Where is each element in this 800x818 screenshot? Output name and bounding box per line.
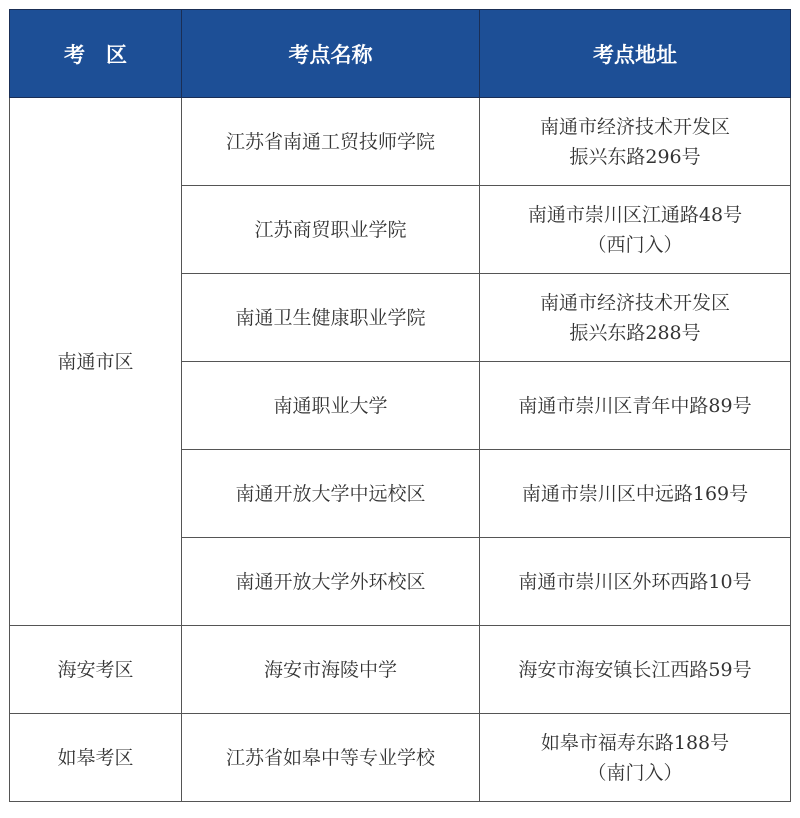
header-district: 考 区	[10, 10, 182, 98]
address-line: （西门入）	[587, 233, 683, 256]
address-line: 南通市经济技术开发区	[539, 115, 730, 138]
header-site-address: 考点地址	[480, 10, 791, 98]
site-name: 江苏省如皋中等专业学校	[182, 714, 480, 802]
site-name: 海安市海陵中学	[182, 626, 480, 714]
district-cell: 如皋考区	[10, 714, 182, 802]
table-row	[10, 626, 791, 714]
site-name: 南通职业大学	[182, 362, 480, 450]
exam-sites-table	[9, 9, 791, 802]
site-address: 南通市崇川区青年中路89号	[480, 362, 791, 450]
site-address	[480, 274, 791, 362]
address-line: 如皋市福寿东路188号	[540, 731, 730, 754]
address-line: 南通市崇川区江通路48号	[527, 203, 743, 226]
site-address	[480, 186, 791, 274]
site-address	[480, 98, 791, 186]
header-row	[10, 10, 791, 98]
site-name: 南通开放大学中远校区	[182, 450, 480, 538]
site-address	[480, 714, 791, 802]
header-site-name: 考点名称	[182, 10, 480, 98]
site-name: 江苏商贸职业学院	[182, 186, 480, 274]
address-line: 南通市经济技术开发区	[539, 291, 730, 314]
address-line: 振兴东路296号	[569, 145, 701, 168]
site-address: 海安市海安镇长江西路59号	[480, 626, 791, 714]
district-cell: 海安考区	[10, 626, 182, 714]
site-name: 江苏省南通工贸技师学院	[182, 98, 480, 186]
site-name: 南通卫生健康职业学院	[182, 274, 480, 362]
table-row	[10, 714, 791, 802]
table-row	[10, 98, 791, 186]
site-name: 南通开放大学外环校区	[182, 538, 480, 626]
site-address: 南通市崇川区外环西路10号	[480, 538, 791, 626]
address-line: 振兴东路288号	[569, 321, 701, 344]
site-address: 南通市崇川区中远路169号	[480, 450, 791, 538]
district-cell: 南通市区	[10, 98, 182, 626]
address-line: （南门入）	[587, 761, 683, 784]
